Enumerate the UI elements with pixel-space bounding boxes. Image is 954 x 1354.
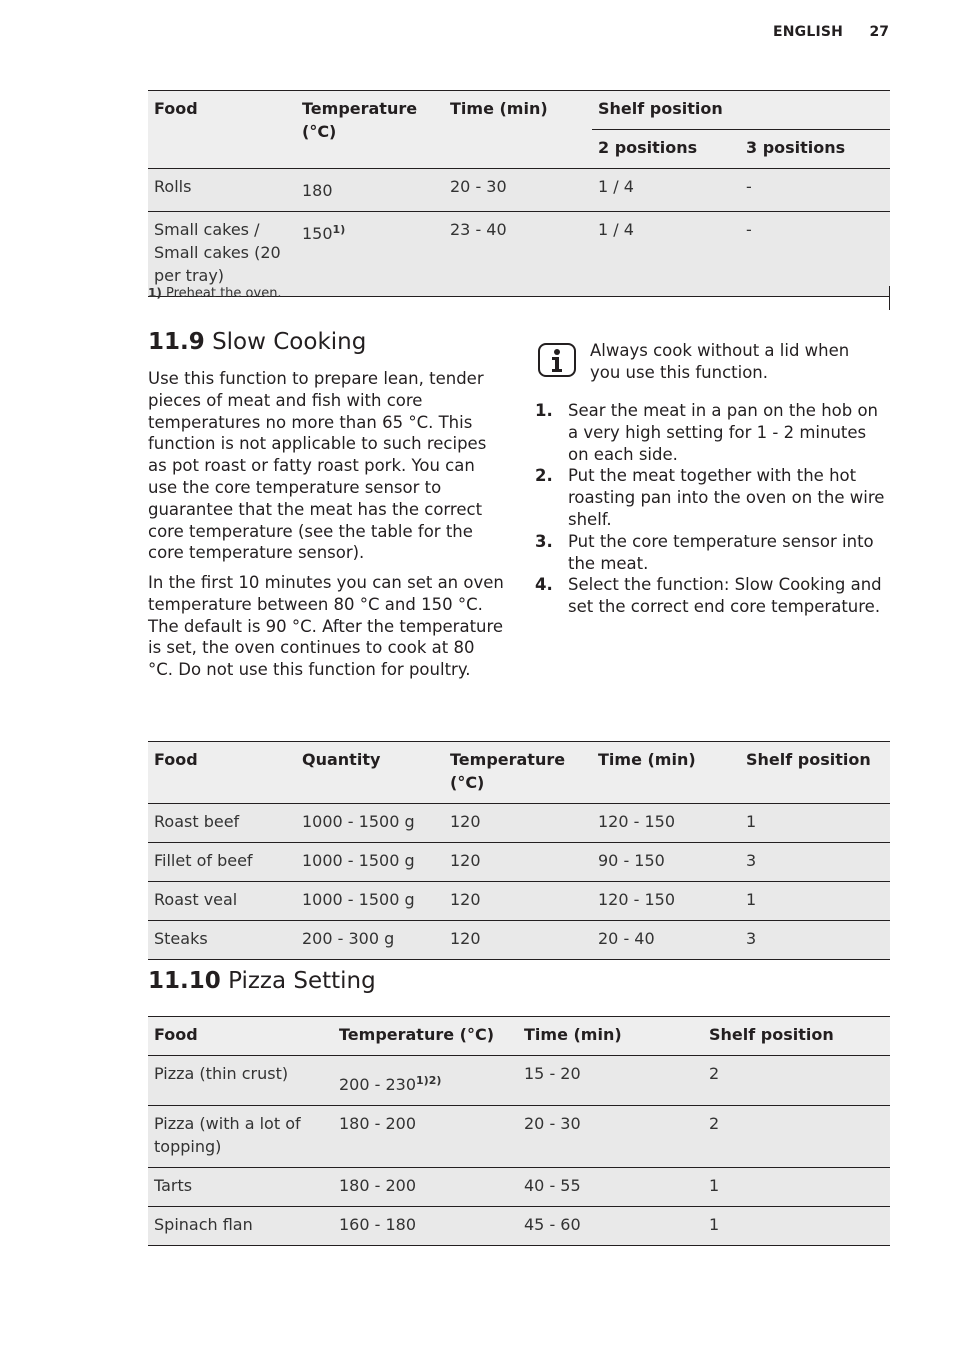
cell-time: 15 - 20 (518, 1056, 703, 1106)
cell-3-positions: - (740, 212, 890, 297)
cell-shelf: 3 (740, 921, 890, 960)
cell-time: 20 - 40 (592, 921, 740, 960)
language-label: ENGLISH (772, 24, 844, 40)
col-header-food: Food (148, 91, 296, 169)
cell-time: 45 - 60 (518, 1207, 703, 1246)
cell-temperature: 160 - 180 (333, 1207, 518, 1246)
cell-temperature: 120 (444, 882, 592, 921)
table-row (148, 804, 890, 843)
col-header-shelf: Shelf position (592, 91, 890, 130)
col-header-food: Food (148, 742, 296, 804)
cell-food: Roast beef (148, 804, 296, 843)
col-header-time: Time (min) (592, 742, 740, 804)
info-icon (538, 343, 576, 377)
list-item: 1. Sear the meat in a pan on the hob on a very high setting for 1 - 2 minutes on each side. (535, 401, 879, 464)
cell-food: Tarts (148, 1168, 333, 1207)
table-footnote (148, 286, 282, 301)
cell-temperature: 120 (444, 921, 592, 960)
col-header-shelf: Shelf position (740, 742, 890, 804)
slow-cooking-paragraph-2: In the first 10 minutes you can set an oven temperature between 80 °C and 150 °C. The default is 90 °C. After the temperature is set, the oven continues to cook at 80 °C. Do not use this function for poultry. (148, 573, 504, 680)
cell-time: 90 - 150 (592, 843, 740, 882)
section-heading-pizza-setting: 11.10 Pizza Setting (148, 968, 376, 994)
table-row (148, 1207, 890, 1246)
col-header-food: Food (148, 1017, 333, 1056)
cell-time: 40 - 55 (518, 1168, 703, 1207)
cell-time: 20 - 30 (444, 169, 592, 212)
table-row (148, 169, 890, 212)
footnote-marker: 1) (148, 286, 162, 300)
cell-shelf: 1 (703, 1207, 890, 1246)
cell-shelf: 3 (740, 843, 890, 882)
page-header (773, 24, 889, 40)
table-row (148, 1106, 890, 1168)
cell-shelf: 2 (703, 1106, 890, 1168)
slow-cooking-paragraph-1: Use this function to prepare lean, tender pieces of meat and fish with core temperatures no more than 65 °C. This function is not applicable to such recipes as pot roast or fatty roast pork. You can use the core temperature sensor to guarantee that the meat has the correct core temperature (see the table for the core temperature sensor). (148, 369, 487, 563)
table-row (148, 1168, 890, 1207)
cell-temperature: 180 - 200 (333, 1168, 518, 1207)
cell-food: Pizza (thin crust) (148, 1056, 333, 1106)
table-row (148, 1056, 890, 1106)
table-row (148, 921, 890, 960)
cell-temperature: 120 (444, 804, 592, 843)
cell-time: 20 - 30 (518, 1106, 703, 1168)
cell-food: Steaks (148, 921, 296, 960)
cell-shelf: 2 (703, 1056, 890, 1106)
pizza-table (148, 1016, 890, 1246)
footnote-ref: 1) (332, 223, 346, 236)
cell-time: 120 - 150 (592, 804, 740, 843)
col-header-3-positions: 3 positions (740, 130, 890, 169)
bakery-table (148, 90, 890, 297)
list-item: 4. Select the function: Slow Cooking and set the correct end core temperature. (535, 575, 882, 617)
col-header-temperature: Temperature (°C) (296, 91, 444, 169)
slow-cooking-table (148, 741, 890, 960)
cell-food: Spinach flan (148, 1207, 333, 1246)
section-heading-slow-cooking: 11.9 Slow Cooking (148, 329, 367, 355)
footnote-divider (889, 286, 890, 310)
cell-quantity: 200 - 300 g (296, 921, 444, 960)
cell-shelf: 1 (740, 882, 890, 921)
cell-temperature: 150$^{1)}$ (296, 212, 444, 297)
page-number: 27 (869, 24, 889, 40)
col-header-2-positions: 2 positions (592, 130, 740, 169)
table-row (148, 882, 890, 921)
cell-quantity: 1000 - 1500 g (296, 804, 444, 843)
col-header-quantity: Quantity (296, 742, 444, 804)
cell-food: Small cakes / Small cakes (20 per tray) (148, 212, 296, 297)
col-header-time: Time (min) (444, 91, 592, 169)
list-item: 3. Put the core temperature sensor into the meat. (535, 531, 874, 573)
cell-temperature: 200 - 230$^{1)2)}$ (333, 1056, 518, 1106)
table-row (148, 212, 890, 297)
list-item: 2. Put the meat together with the hot roasting pan into the oven on the wire shelf. (535, 466, 885, 529)
cell-2-positions: 1 / 4 (592, 212, 740, 297)
cell-2-positions: 1 / 4 (592, 169, 740, 212)
cell-food: Rolls (148, 169, 296, 212)
footnote-ref: 1)2) (416, 1074, 442, 1087)
cell-temperature: 180 - 200 (333, 1106, 518, 1168)
cell-shelf: 1 (740, 804, 890, 843)
cell-temperature: 120 (444, 843, 592, 882)
cell-food: Roast veal (148, 882, 296, 921)
cell-quantity: 1000 - 1500 g (296, 843, 444, 882)
col-header-shelf: Shelf position (703, 1017, 890, 1056)
info-note: Always cook without a lid when you use this function. (590, 341, 850, 382)
cell-time: 120 - 150 (592, 882, 740, 921)
col-header-temperature: Temperature (°C) (333, 1017, 518, 1056)
col-header-time: Time (min) (518, 1017, 703, 1056)
cell-quantity: 1000 - 1500 g (296, 882, 444, 921)
slow-cooking-steps (535, 400, 890, 618)
cell-3-positions: - (740, 169, 890, 212)
cell-temperature: 180 (296, 169, 444, 212)
col-header-temperature: Temperature (°C) (444, 742, 592, 804)
cell-food: Pizza (with a lot of topping) (148, 1106, 333, 1168)
footnote-text: Preheat the oven. (165, 286, 282, 301)
cell-time: 23 - 40 (444, 212, 592, 297)
table-row (148, 843, 890, 882)
cell-food: Fillet of beef (148, 843, 296, 882)
cell-shelf: 1 (703, 1168, 890, 1207)
